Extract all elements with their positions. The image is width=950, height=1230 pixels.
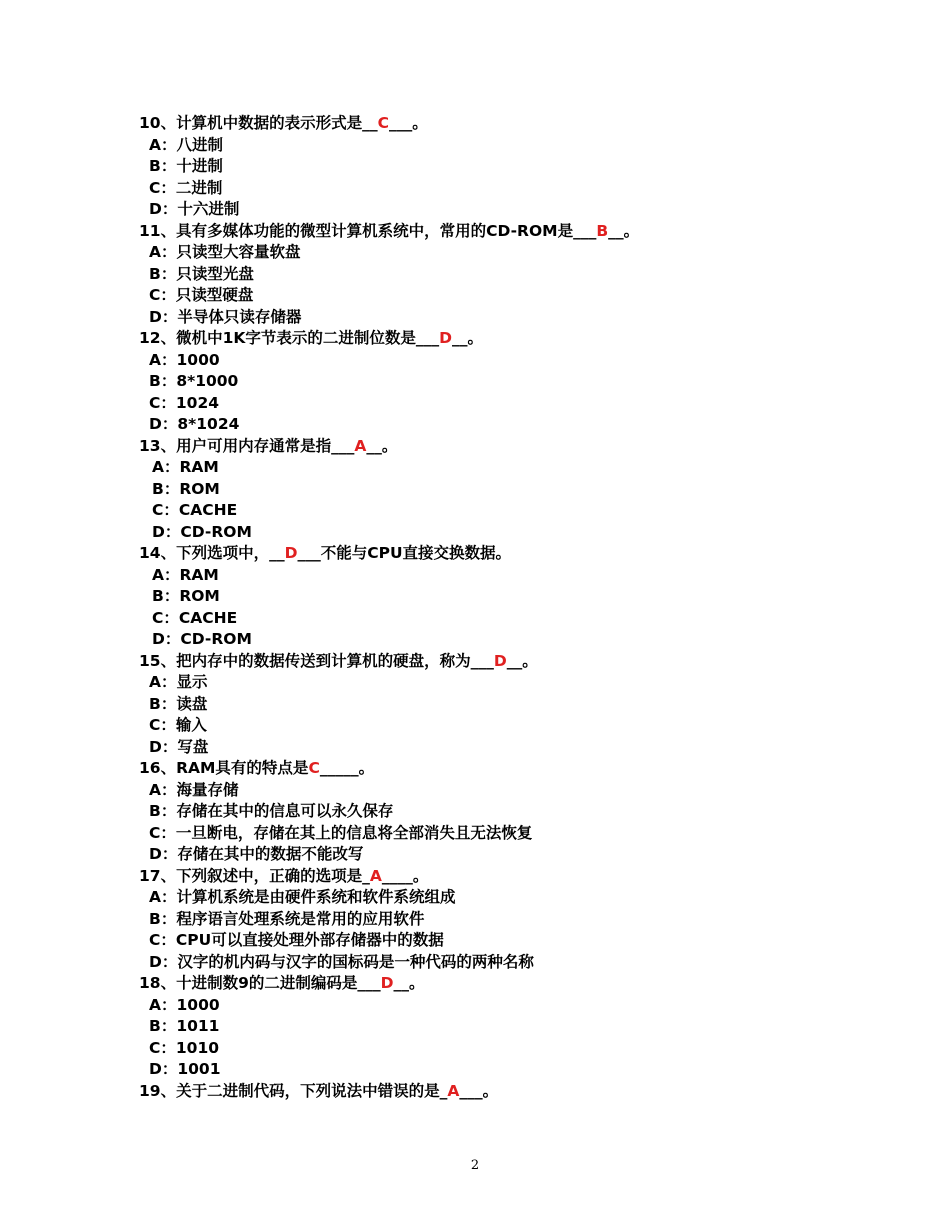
- question-stem: [139, 651, 839, 673]
- question-text: 14、下列选项中，: [139, 544, 270, 562]
- option-item: B：8*1000: [149, 372, 239, 390]
- option-item: B：1011: [149, 1017, 220, 1035]
- question-stem: [139, 1081, 839, 1103]
- question-stem: [139, 543, 839, 565]
- option-item: D：8*1024: [149, 415, 240, 433]
- answer-letter: B: [596, 221, 609, 240]
- question-stem: [139, 328, 839, 350]
- question-text-tail: 。: [408, 974, 425, 992]
- answer-letter: A: [447, 1081, 460, 1100]
- option-item: A：显示: [149, 673, 208, 691]
- option-item: B：ROM: [152, 587, 220, 605]
- answer-blank: ___: [415, 329, 440, 347]
- question-text-tail: 。: [522, 651, 538, 670]
- option-item: B：存储在其中的信息可以永久保存: [149, 802, 394, 820]
- option-item: B：读盘: [149, 694, 208, 713]
- question-stem: [139, 866, 839, 888]
- answer-blank: ___: [297, 544, 321, 562]
- question-stem: [139, 221, 839, 243]
- answer-blank: ___: [357, 974, 381, 992]
- answer-blank: _: [362, 866, 370, 885]
- question-text-tail: 不能与CPU直接交换数据。: [320, 544, 512, 562]
- question-text: 11、具有多媒体功能的微型计算机系统中，常用的CD-ROM是: [139, 221, 574, 240]
- option-item: C：一旦断电，存储在其上的信息将全部消失且无法恢复: [149, 823, 533, 842]
- option-item: D：半导体只读存储器: [149, 307, 302, 326]
- question-text-tail: 。: [358, 759, 375, 777]
- option-item: D：1001: [149, 1060, 221, 1078]
- option-item: D：十六进制: [149, 200, 240, 218]
- option-item: D：写盘: [149, 737, 209, 756]
- option-item: C：只读型硬盘: [149, 286, 254, 304]
- question-text: 17、下列叙述中，正确的选项是: [139, 866, 363, 885]
- option-item: C：CACHE: [152, 501, 238, 519]
- answer-blank: __: [608, 221, 624, 240]
- option-item: C：输入: [149, 716, 207, 734]
- option-item: C：CPU可以直接处理外部存储器中的数据: [149, 931, 444, 949]
- option-item: D：存储在其中的数据不能改写: [149, 845, 364, 863]
- option-item: C：二进制: [149, 178, 223, 197]
- option-item: B：程序语言处理系统是常用的应用软件: [149, 909, 425, 928]
- answer-blank: ____: [381, 866, 413, 885]
- answer-blank: ___: [470, 651, 494, 670]
- option-item: A：1000: [149, 995, 220, 1014]
- option-item: B：只读型光盘: [149, 264, 254, 283]
- answer-blank: __: [362, 114, 378, 132]
- question-stem: [139, 436, 839, 458]
- answer-blank: __: [269, 544, 285, 562]
- question-text: 18、十进制数9的二进制编码是: [139, 974, 358, 992]
- question-stem: [139, 973, 839, 995]
- question-stem: [139, 113, 839, 135]
- answer-blank: _: [439, 1081, 448, 1100]
- answer-letter: D: [284, 544, 298, 562]
- question-text: 16、RAM具有的特点是: [139, 759, 309, 777]
- question-text-tail: 。: [623, 221, 640, 240]
- answer-letter: A: [369, 866, 382, 885]
- option-item: A：海量存储: [149, 780, 239, 799]
- question-text: 15、把内存中的数据传送到计算机的硬盘，称为: [139, 651, 471, 670]
- question-text: 19、关于二进制代码，下列说法中错误的是: [139, 1081, 440, 1100]
- question-stem: [139, 758, 839, 780]
- answer-blank: __: [506, 651, 523, 670]
- answer-blank: __: [366, 436, 382, 455]
- option-item: B：ROM: [152, 479, 220, 498]
- question-list: [139, 113, 839, 1102]
- answer-blank: __: [452, 329, 468, 347]
- answer-letter: C: [308, 759, 320, 777]
- answer-letter: D: [439, 329, 452, 347]
- option-item: D：汉字的机内码与汉字的国标码是一种代码的两种名称: [149, 952, 534, 971]
- option-item: D：CD-ROM: [152, 630, 252, 648]
- question-text-tail: 。: [467, 329, 484, 347]
- option-item: A：RAM: [152, 458, 219, 476]
- option-item: A：1000: [149, 350, 220, 369]
- answer-letter: D: [493, 651, 507, 670]
- option-item: D：CD-ROM: [152, 522, 252, 541]
- answer-letter: A: [354, 436, 367, 455]
- answer-letter: C: [377, 114, 389, 132]
- question-text-tail: 。: [381, 436, 398, 455]
- answer-blank: ___: [459, 1081, 483, 1100]
- option-item: C：1024: [149, 393, 220, 412]
- answer-blank: ___: [573, 221, 597, 240]
- option-item: B：十进制: [149, 157, 223, 175]
- question-text: 12、微机中1K字节表示的二进制位数是: [139, 329, 416, 347]
- page-number: 2: [470, 1158, 480, 1173]
- question-text-tail: 。: [482, 1081, 499, 1100]
- answer-blank: ___: [331, 436, 355, 455]
- question-text-tail: 。: [412, 866, 429, 885]
- option-item: A：八进制: [149, 135, 223, 154]
- answer-blank: __: [393, 974, 409, 992]
- option-item: A：只读型大容量软盘: [149, 243, 301, 261]
- option-item: C：1010: [149, 1038, 220, 1057]
- option-item: A：RAM: [152, 565, 219, 584]
- question-text: 13、用户可用内存通常是指: [139, 436, 332, 455]
- option-item: C：CACHE: [152, 608, 238, 627]
- answer-blank: ___: [388, 114, 413, 132]
- question-text: 10、计算机中数据的表示形式是: [139, 114, 363, 132]
- option-item: A：计算机系统是由硬件系统和软件系统组成: [149, 888, 456, 906]
- question-text-tail: 。: [412, 114, 428, 132]
- answer-blank: _____: [319, 759, 359, 777]
- answer-letter: D: [380, 974, 394, 992]
